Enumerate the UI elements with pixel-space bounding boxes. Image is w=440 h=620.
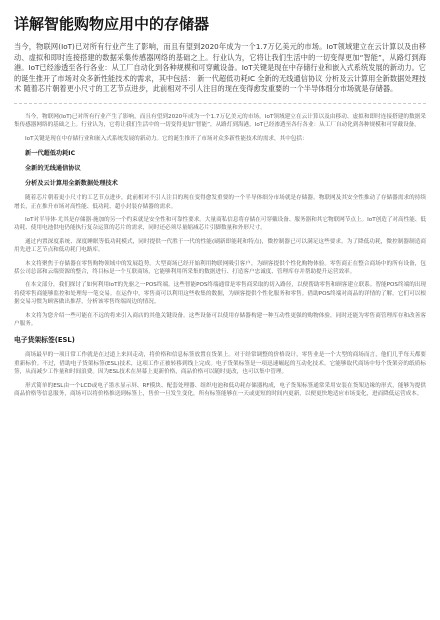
body-paragraph: 当今，物联网(IoT)已对所有行业产生了影响，而且有望到2020年成为一个1.7万亿美元的市场。IoT领域建立在云计算以及由移动、虚拟和即时连接搭建的数据采集传感器网络的基础之上。行业认为，它将让我们生活中的一切变得更加“智能”，从路灯到海港。IoT已经渗透至各行各业：从工厂自动化到各种规模和可穿戴设备。 [14,113,426,129]
body-paragraph: 本文将聚焦于存储器在零售购物领域中的发展趋势。大型商场已经开始利用物联网吸引客户，为顾客提供个性化购物体验。零售商正在整合商场中的所有设备，包括公司总部和云端资源的整合，终目标是一个互联商场，它能够利用所采集的数据进行、打造客户忠诚度、管理库存并帮助提升运营效率。 [14,260,426,276]
section-heading: 电子货架标签(ESL) [14,336,75,345]
list-item: 新一代超低功耗IC [25,150,76,158]
body-paragraph: 本文将为您介绍一些可能在不远的将来引入商店的其他关键设备。这些设备可以使用存储器构建一种互动性更强的购物体验，同时还能为零售商管理库存和改善客户服务。 [14,312,426,328]
body-paragraph: 在本文部分，我们探讨了如何利用IoT的先驱之一POS终端。这些智能POS终端通常是零售商采取的切入路径，以便帮助零售和顾客建立联系。智能POS终端的出现将使零售商能够监控和处理每一笔交易。在运作中，零售商可以利用这些收集的数据，为顾客提供个性化服务和零售。借助POS终端对商品的详情的了解，它们可以根据交易习惯为顾客做出推荐，分析该零售终端周边的情况。 [14,282,426,306]
body-paragraph: 商场最早的一项日常工作就是在过道上来回走动，将价格和信息标签放置在货架上。对于经常调整的价格设计，零售业是一个大型的商场而言，他们几乎每天都要重新标价。不过，借助电子货架标签(ESL)技术，这项工作正被转移到线上完成。电子货架标签是一项迅速崛起的互动化技术。它能够取代商场中每个货架旁的纸质标签，从而减少工作量和时间浪费。因为ESL技术在屏幕上更新价格，商品价格可以随时更改，也可以集中管理。 [14,352,426,376]
body-paragraph: IoT关键是现在中存储行业和嵌入式系统发展的新动力。它的诞生推开了市场对众多新性能技术的需求，其中包括： [25,135,308,142]
main-body [14,194,426,328]
list-item: 分析及云计算用全新数据处理技术 [25,180,118,188]
section-divider [14,103,426,104]
lead-paragraph: 当今，物联网(IoT)已对所有行业产生了影响，而且有望到2020年成为一个1.7万亿美元的市场。IoT领域建立在云计算以及由移动、虚拟和即时连接搭建的数据采集传感器网络的基础之上。行业认为，它将让我们生活中的一切变得更加“智能”，从路灯到海港。IoT已经渗透至各行各业：从工厂自动化到各种规模和可穿戴设备。IoT关键是现在中存储行业和嵌入式系统发展的新动力。它的诞生推开了市场对众多新性能技术的需求，其中包括： 新一代超低功耗IC 全新的无线通信协议 分析及云计算用全新数据处理技术 随着芯片朝着更小尺寸的工艺节点进步，此前相对不引人注目的现在变得愈发重要的一个半导体细分市场就是存储器。 [14,42,426,94]
body-paragraph: 形式简单的ESL由一个LCD或电子墨水显示屏、RF模块、配套处理器、组织电池和低功耗存储器构成，电子货架标签通常采用安装在货架边缘的形式，能够为提供商品价格等信息服务，商场可以将价格推送到标签上，售价一旦发生变化，所有标签能够在一天或更短的时间内更新，以便更快地适应市场变化，进而降低运营成本。 [14,382,426,398]
body-paragraph: 随着芯片朝着更小尺寸的工艺节点进步，此前相对不引人注目的现在变得愈发重要的一个半导体细分市场就是存储器。物联网及其安全性推动了存储器需求的持续增长，正在推升市场对高性能、低功耗、超小封装存储器的需求。 [14,195,426,210]
requirements-list [14,149,426,188]
article-title: 详解智能购物应用中的存储器 [14,15,210,33]
list-item: 全新的无线通信协议 [25,165,81,173]
intro-block [14,113,426,143]
body-paragraph: IoT对半导体·尤其是存储器·施加的另一个约束就是安全性和可靠性要求。大量商私信息将存储在可穿戴设备、服务器和其它物联网节点上。IoT创造了对高性能、低功耗、使用电池供电仍能执行复杂运算的芯片的需求，同时还必须尽量缩减芯片引脚数量和外形尺寸。 [14,217,426,232]
body-paragraph: 通过内置深度系统、深度睡眠等低功耗模式，同时提供一代胜于一代的性能(刷新即能耗和特点)，微控制器已可以满足这些要求。为了降低功耗，微控制器制造商用先进工艺节点和低功耗门电路库。 [14,238,426,254]
esl-body [14,351,426,398]
